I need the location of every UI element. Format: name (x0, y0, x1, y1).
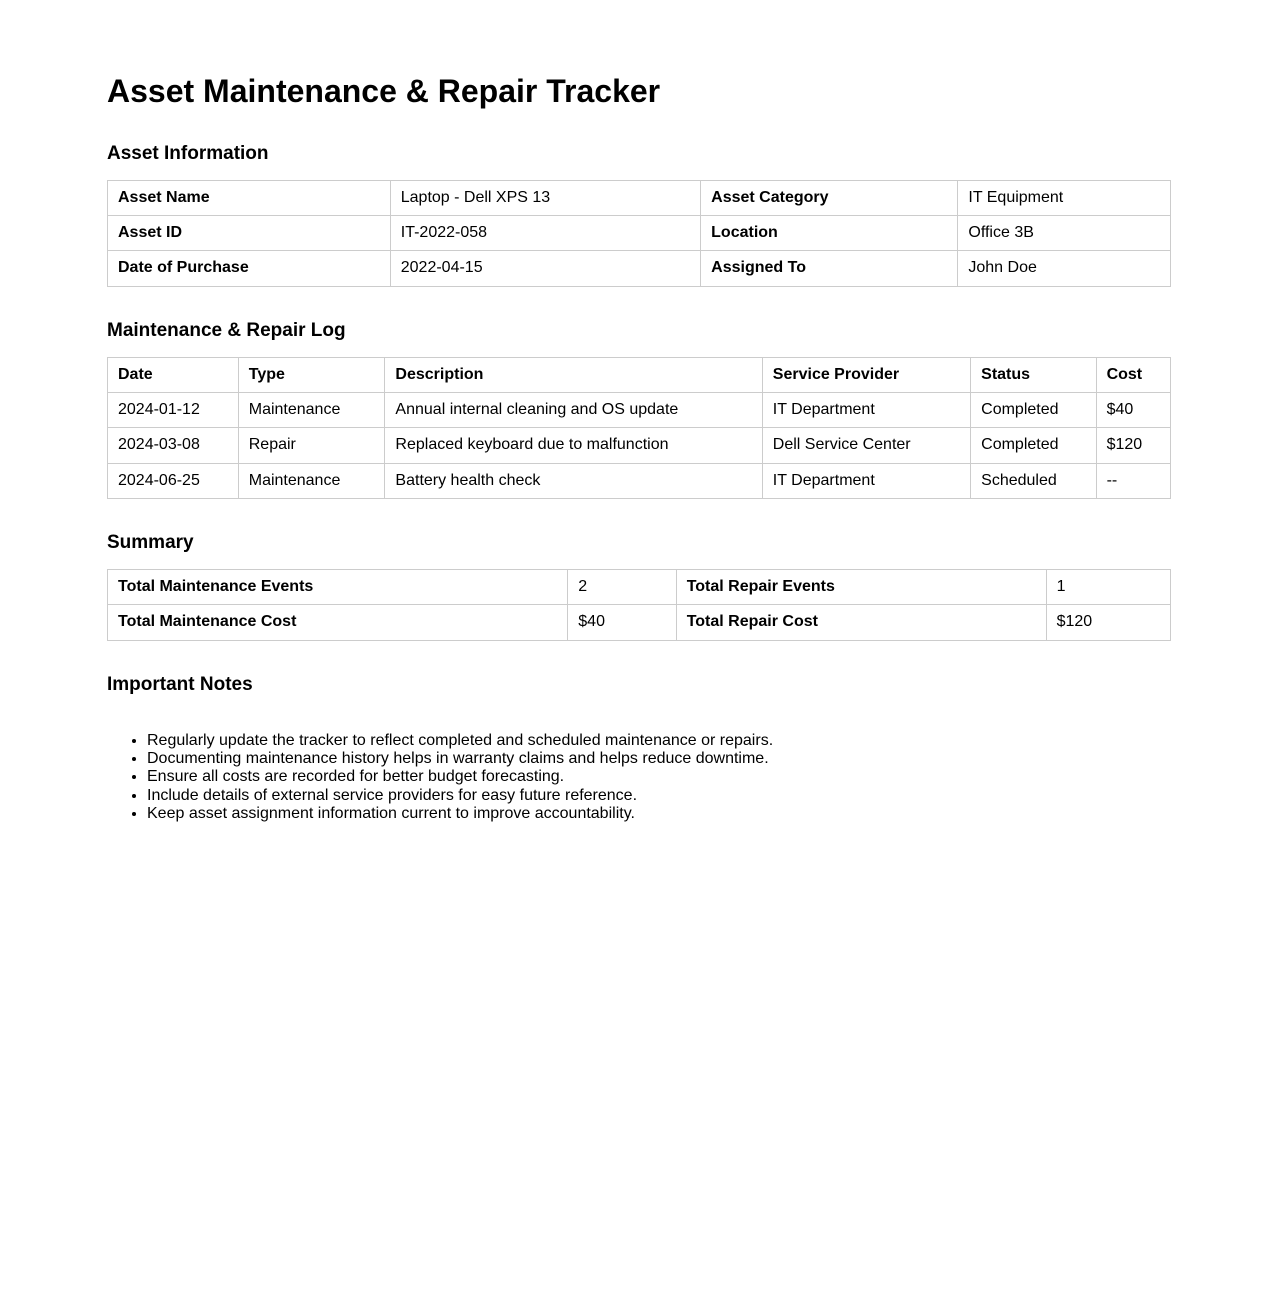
log-date: 2024-06-25 (108, 463, 239, 498)
table-row (108, 570, 1171, 605)
asset-name-value: Laptop - Dell XPS 13 (390, 180, 700, 215)
total-maintenance-events-label: Total Maintenance Events (108, 570, 568, 605)
log-service-provider: IT Department (762, 393, 970, 428)
table-row (108, 393, 1171, 428)
table-header-row (108, 357, 1171, 392)
asset-information-table (107, 180, 1171, 287)
summary-table (107, 569, 1171, 641)
log-service-provider: IT Department (762, 463, 970, 498)
asset-id-value: IT-2022-058 (390, 216, 700, 251)
total-repair-events-value: 1 (1046, 570, 1170, 605)
section-heading-summary: Summary (107, 532, 194, 554)
column-header-service-provider: Service Provider (762, 357, 970, 392)
page-title: Asset Maintenance & Repair Tracker (107, 73, 661, 109)
location-label: Location (701, 216, 958, 251)
column-header-status: Status (971, 357, 1096, 392)
table-row (108, 605, 1171, 640)
total-repair-events-label: Total Repair Events (676, 570, 1046, 605)
total-repair-cost-value: $120 (1046, 605, 1170, 640)
asset-category-label: Asset Category (701, 180, 958, 215)
log-type: Repair (238, 428, 385, 463)
total-repair-cost-label: Total Repair Cost (676, 605, 1046, 640)
log-status: Completed (971, 428, 1096, 463)
assigned-to-label: Assigned To (701, 251, 958, 286)
log-cost: $120 (1096, 428, 1170, 463)
column-header-date: Date (108, 357, 239, 392)
total-maintenance-cost-value: $40 (568, 605, 676, 640)
total-maintenance-events-value: 2 (568, 570, 676, 605)
assigned-to-value: John Doe (958, 251, 1171, 286)
log-date: 2024-03-08 (108, 428, 239, 463)
log-description: Replaced keyboard due to malfunction (385, 428, 762, 463)
column-header-type: Type (238, 357, 385, 392)
section-heading-maintenance-log: Maintenance & Repair Log (107, 319, 346, 341)
log-cost: -- (1096, 463, 1170, 498)
table-row (108, 463, 1171, 498)
important-notes-list (107, 732, 1171, 824)
date-of-purchase-value: 2022-04-15 (390, 251, 700, 286)
table-row (108, 180, 1171, 215)
note-item: • Keep asset assignment information current to improve accountability. (147, 805, 1171, 823)
log-status: Completed (971, 393, 1096, 428)
table-row (108, 428, 1171, 463)
log-service-provider: Dell Service Center (762, 428, 970, 463)
table-row (108, 251, 1171, 286)
location-value: Office 3B (958, 216, 1171, 251)
note-item: • Regularly update the tracker to reflect completed and scheduled maintenance or repairs. (147, 732, 1171, 750)
asset-name-label: Asset Name (108, 180, 391, 215)
asset-category-value: IT Equipment (958, 180, 1171, 215)
date-of-purchase-label: Date of Purchase (108, 251, 391, 286)
log-cost: $40 (1096, 393, 1170, 428)
maintenance-log-table (107, 357, 1171, 500)
column-header-description: Description (385, 357, 762, 392)
column-header-cost: Cost (1096, 357, 1170, 392)
section-heading-asset-information: Asset Information (107, 142, 269, 164)
log-status: Scheduled (971, 463, 1096, 498)
log-date: 2024-01-12 (108, 393, 239, 428)
table-row (108, 216, 1171, 251)
section-heading-important-notes: Important Notes (107, 673, 253, 695)
log-description: Battery health check (385, 463, 762, 498)
note-item: • Include details of external service providers for easy future reference. (147, 787, 1171, 805)
note-item: • Documenting maintenance history helps in warranty claims and helps reduce downtime. (147, 750, 1171, 768)
total-maintenance-cost-label: Total Maintenance Cost (108, 605, 568, 640)
log-type: Maintenance (238, 393, 385, 428)
log-type: Maintenance (238, 463, 385, 498)
note-item: • Ensure all costs are recorded for better budget forecasting. (147, 768, 1171, 786)
log-description: Annual internal cleaning and OS update (385, 393, 762, 428)
asset-id-label: Asset ID (108, 216, 391, 251)
